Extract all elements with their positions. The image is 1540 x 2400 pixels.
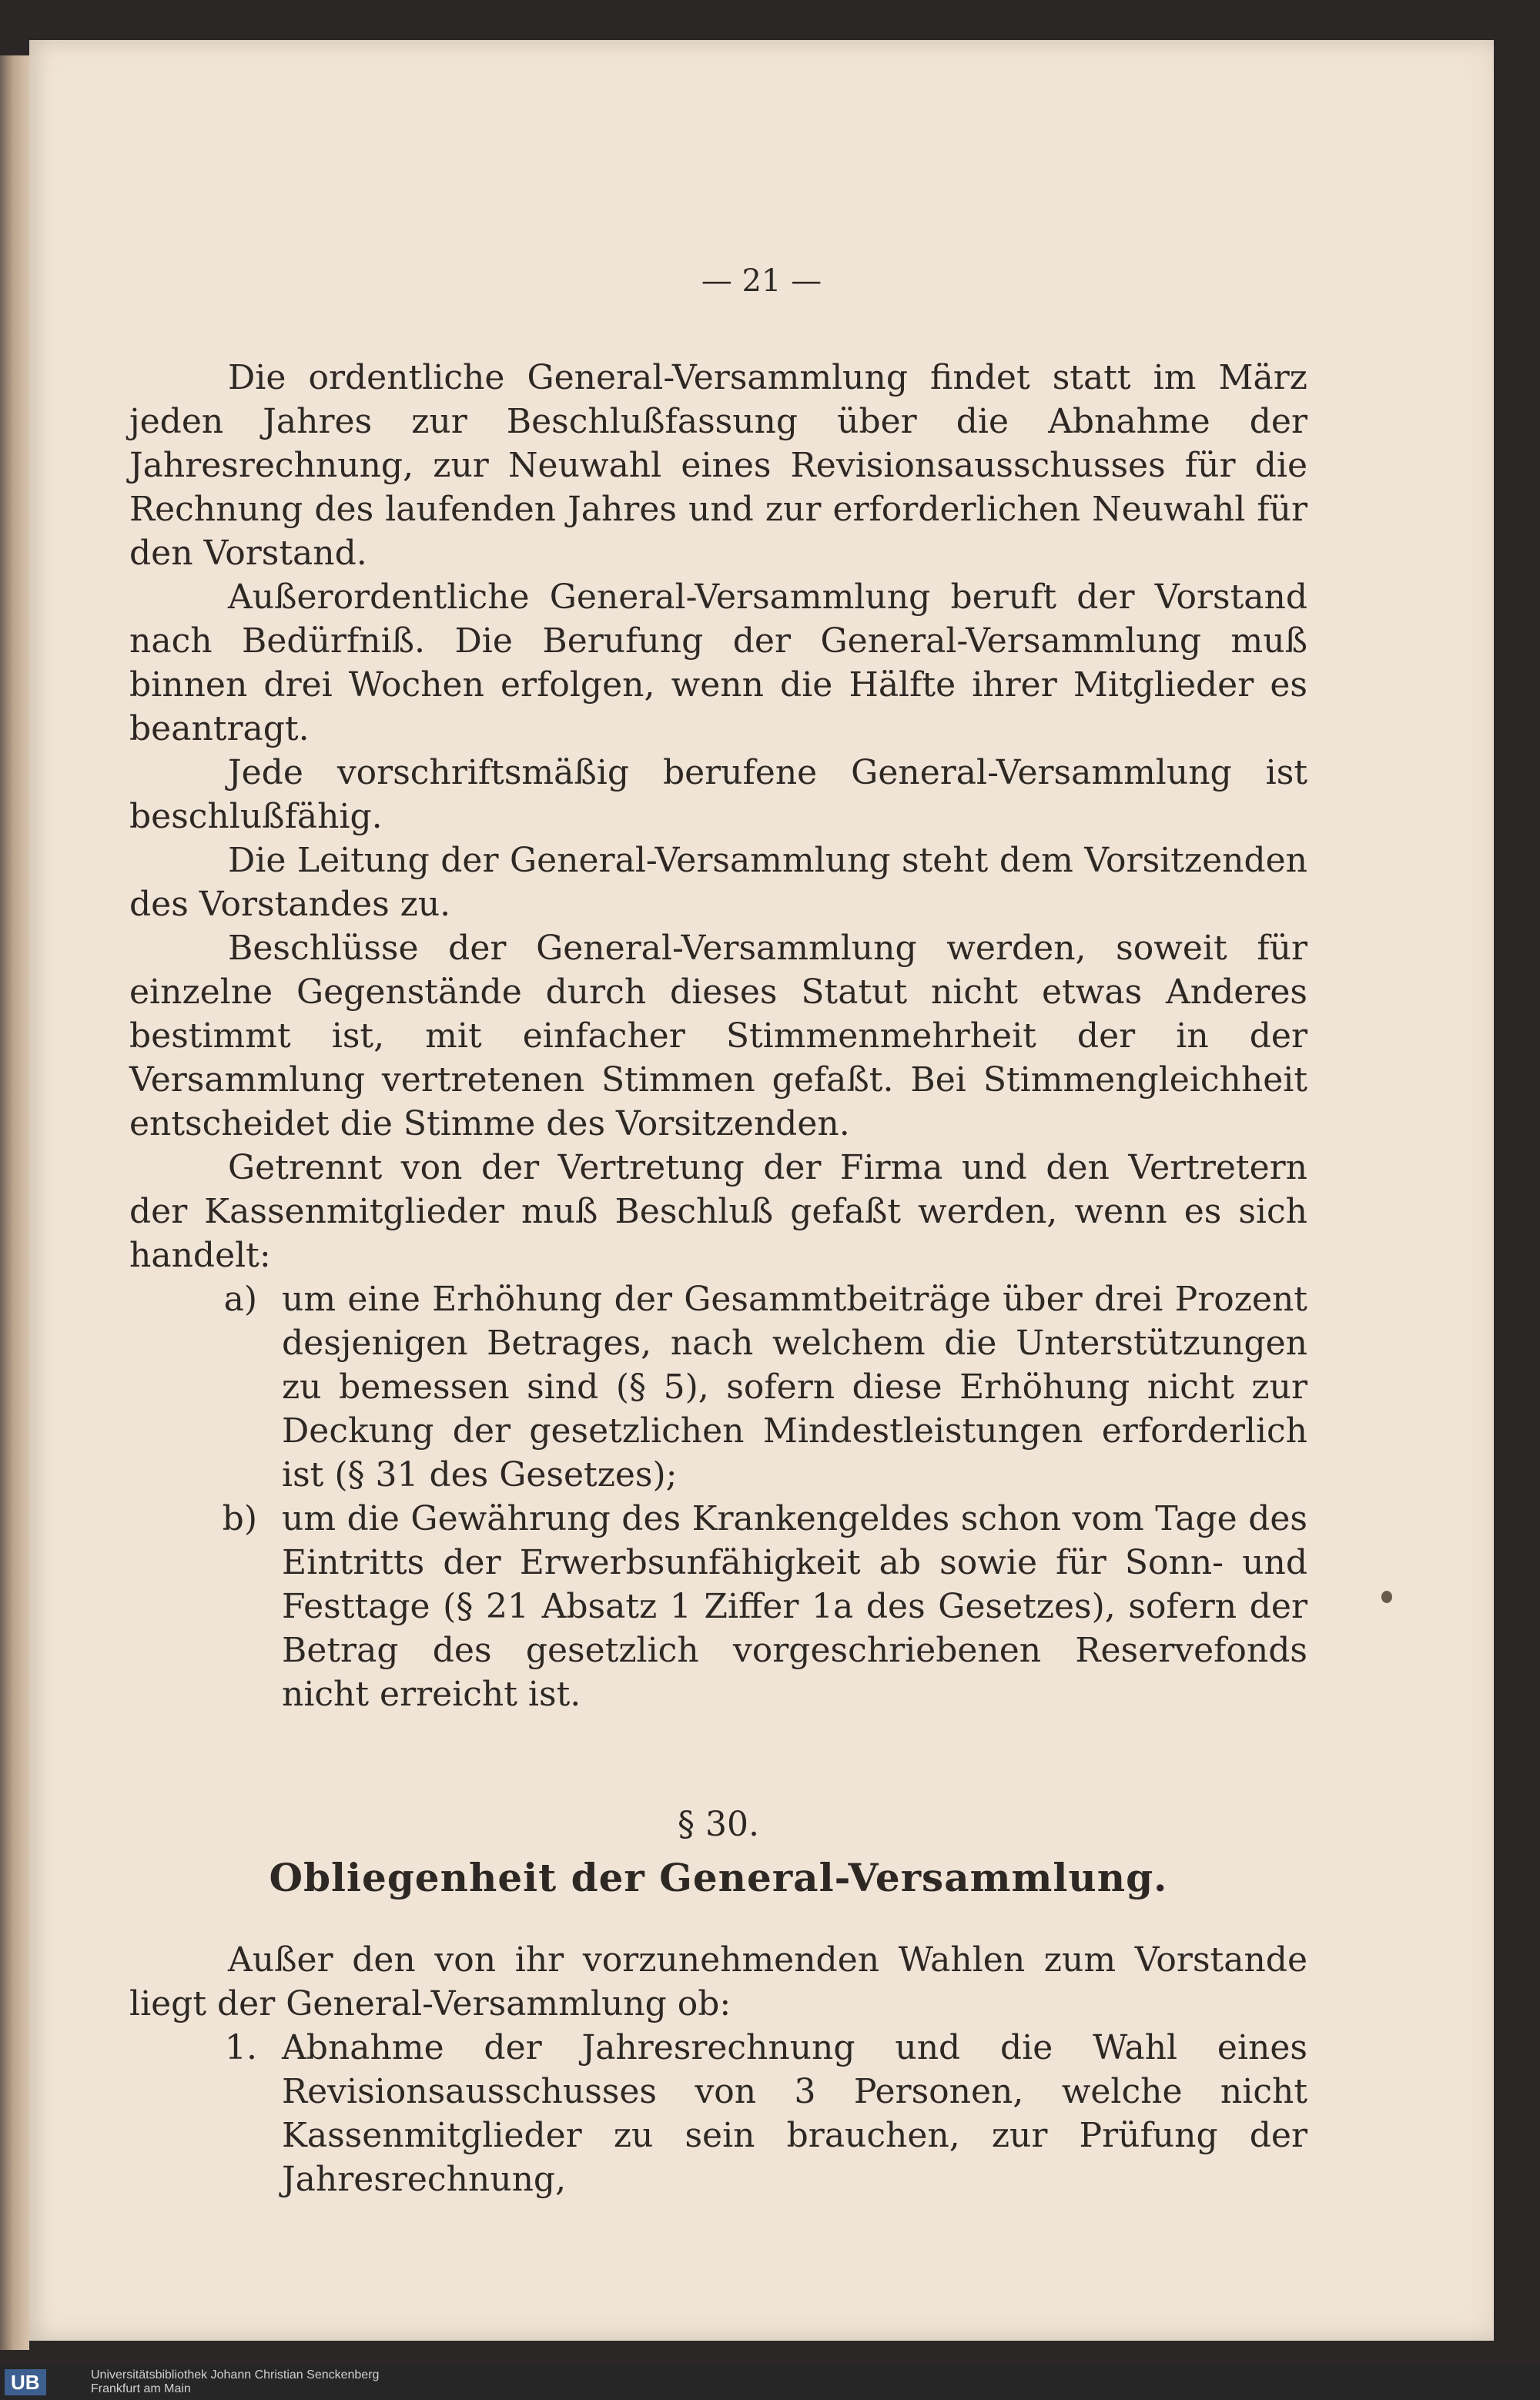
list-marker-a: a) bbox=[223, 1280, 257, 1319]
library-location: Frankfurt am Main bbox=[91, 2382, 191, 2395]
ub-logo: UB bbox=[5, 2369, 46, 2395]
paragraph-separate-resolution: Getrennt von der Vertretung der Firma und den Vertretern der Kassenmitglieder muß Beschluß gefaßt werden, wenn es sich handelt: bbox=[129, 1148, 1307, 1275]
list-item-a bbox=[129, 1277, 1307, 1497]
document-page bbox=[29, 40, 1494, 2341]
list-marker-b: b) bbox=[222, 1499, 257, 1538]
ink-dot bbox=[1381, 1591, 1392, 1603]
page-number: — 21 — bbox=[701, 263, 822, 299]
list-text-a: um eine Erhöhung der Gesammtbeiträge über drei Prozent desjenigen Betrages, nach welchem die Unterstützungen zu bemessen sind (§ 5), sofern diese Erhöhung nicht zur Deckung der gesetzlichen Mindestleistungen erforderlich ist (§ 31 des Gesetzes); bbox=[282, 1280, 1307, 1495]
list-marker-1: 1. bbox=[225, 2028, 257, 2067]
section-heading: Obliegenheit der General-Versammlung. bbox=[269, 1855, 1168, 1900]
list-item-b bbox=[129, 1497, 1307, 1716]
paragraph-chair: Die Leitung der General-Versammlung steht dem Vorsitzenden des Vorstandes zu. bbox=[129, 841, 1307, 924]
left-page-edge bbox=[0, 55, 29, 2350]
library-footer bbox=[0, 2365, 1540, 2400]
paragraph-general-assembly-ordinary: Die ordentliche General-Versammlung findet statt im März jeden Jahres zur Beschlußfassung über die Abnahme der Jahresrechnung, zur Neuwahl eines Revisionsausschusses für die Rechnung des laufenden Jahres und zur erforderlichen Neuwahl für den Vorstand. bbox=[129, 358, 1307, 573]
library-name: Universitätsbibliothek Johann Christian Senckenberg bbox=[91, 2368, 380, 2382]
list-item-1 bbox=[129, 2026, 1307, 2201]
paragraph-general-assembly-extraordinary: Außerordentliche General-Versammlung beruft der Vorstand nach Bedürfniß. Die Berufung der General-Versammlung muß binnen drei Wochen erfolgen, wenn die Hälfte ihrer Mitglieder es beantragt. bbox=[129, 577, 1307, 748]
paragraph-resolutions: Beschlüsse der General-Versammlung werden, soweit für einzelne Gegenstände durch dieses Statut nicht etwas Anderes bestimmt ist, mit einfacher Stimmenmehrheit der in der Versammlung vertretenen Stimmen gefaßt. Bei Stimmengleichheit entscheidet die Stimme des Vorsitzenden. bbox=[129, 929, 1307, 1143]
paragraph-quorum: Jede vorschriftsmäßig berufene General-Versammlung ist beschlußfähig. bbox=[129, 753, 1307, 836]
list-text-b: um die Gewährung des Krankengeldes schon vom Tage des Eintritts der Erwerbsunfähigkeit ab sowie für Sonn- und Festtage (§ 21 Absatz 1 Ziffer 1a des Gesetzes), sofern der Betrag des gesetzlich vorgeschriebenen Reservefonds nicht erreicht ist. bbox=[282, 1499, 1307, 1714]
list-text-1: Abnahme der Jahresrechnung und die Wahl eines Revisionsausschusses von 3 Personen, welche nicht Kassenmitglieder zu sein brauchen, zur Prüfung der Jahresrechnung, bbox=[282, 2028, 1307, 2199]
section-intro: Außer den von ihr vorzunehmenden Wahlen zum Vorstande liegt der General-Versammlung ob: bbox=[129, 1940, 1307, 2023]
body-text bbox=[129, 356, 1307, 2201]
section-number: § 30. bbox=[678, 1805, 759, 1844]
